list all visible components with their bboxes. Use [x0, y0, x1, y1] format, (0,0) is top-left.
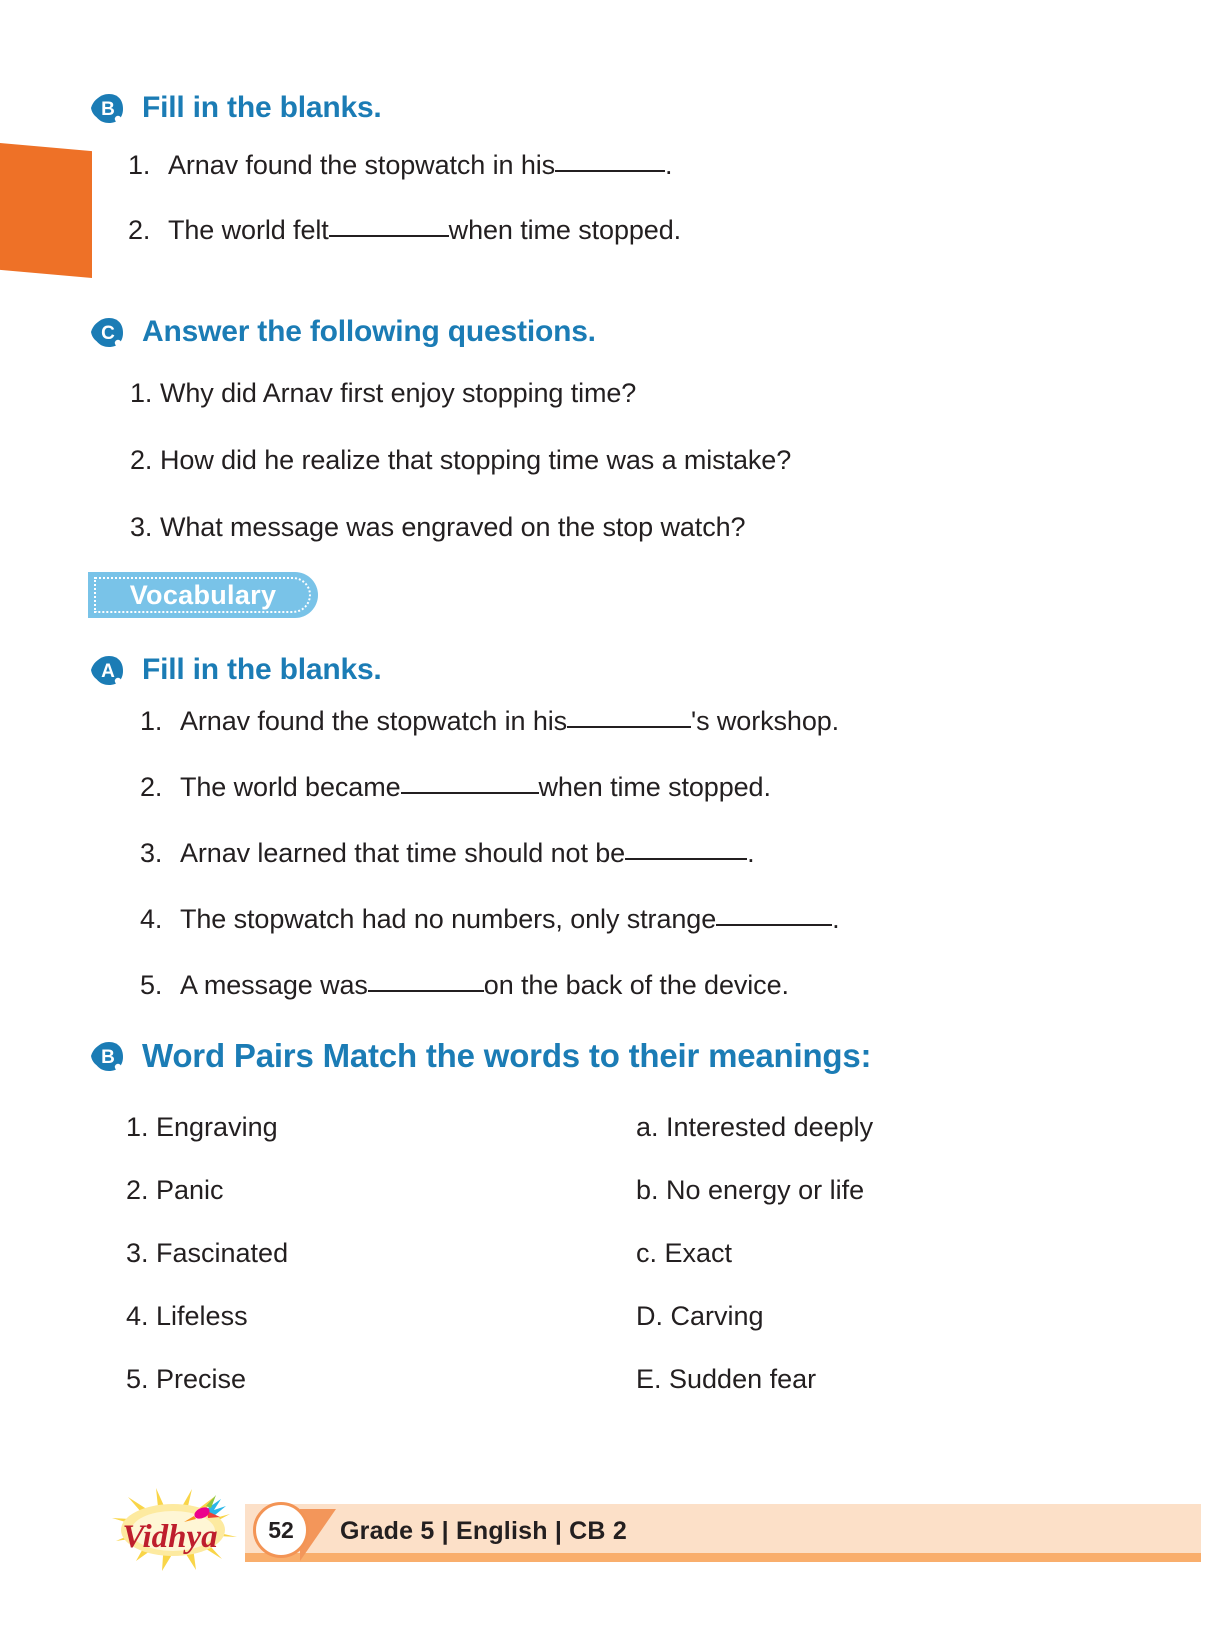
footer-bar-accent	[245, 1553, 1201, 1562]
vocabulary-section-pill	[88, 572, 318, 618]
answer-blank[interactable]	[567, 704, 691, 728]
question-number: 2.	[140, 772, 163, 802]
question-item	[140, 706, 840, 737]
vidhya-logo	[80, 1475, 265, 1573]
answer-blank[interactable]	[625, 836, 747, 860]
question-text: The world became	[180, 772, 401, 802]
question-text: What message was engraved on the stop watch?	[160, 512, 746, 542]
question-number: 5.	[140, 970, 163, 1000]
svg-text:C: C	[101, 323, 115, 344]
table-row	[126, 1112, 986, 1175]
question-number: 1.	[140, 706, 163, 736]
word-pair-term[interactable]: 5. Precise	[126, 1364, 247, 1394]
question-number: 4.	[140, 904, 163, 934]
question-text: The world felt	[168, 215, 329, 245]
word-pair-meaning[interactable]: D. Carving	[636, 1301, 764, 1331]
section-badge-a-icon	[88, 650, 128, 690]
table-row	[126, 1364, 986, 1427]
section-heading-vocab-a	[88, 650, 382, 690]
word-pair-term[interactable]: 3. Fascinated	[126, 1238, 289, 1268]
answer-blank[interactable]	[716, 902, 832, 926]
question-item	[140, 904, 840, 935]
table-row	[126, 1238, 986, 1301]
question-number: 2.	[128, 215, 151, 245]
answer-blank[interactable]	[329, 213, 449, 237]
question-text: Arnav found the stopwatch in his	[180, 706, 568, 736]
section-badge-b-icon	[88, 88, 128, 128]
question-text: The stopwatch had no numbers, only strange	[180, 904, 717, 934]
logo-wordmark: Vidhya	[122, 1519, 218, 1555]
question-text: A message was	[180, 970, 368, 1000]
word-pair-term[interactable]: 2. Panic	[126, 1175, 224, 1205]
question-item	[140, 772, 840, 803]
question-item	[130, 445, 791, 476]
section-badge-c-icon	[88, 312, 128, 352]
table-row	[126, 1175, 986, 1238]
section-heading-comprehension-b	[88, 88, 382, 128]
svg-text:A: A	[101, 661, 115, 682]
question-text: How did he realize that stopping time was a mistake?	[160, 445, 792, 475]
section-title-b: Fill in the blanks.	[142, 91, 382, 124]
section-badge-b2-icon	[88, 1036, 128, 1076]
question-number: 3.	[140, 838, 163, 868]
vocabulary-label: Vocabulary	[129, 579, 277, 610]
question-list-comprehension-b	[128, 150, 681, 246]
question-text-tail: .	[747, 838, 755, 868]
question-item	[130, 512, 791, 543]
question-item	[128, 215, 681, 246]
question-list-comprehension-c	[130, 378, 791, 543]
word-pair-meaning[interactable]: a. Interested deeply	[636, 1112, 874, 1142]
word-pair-term[interactable]: 1. Engraving	[126, 1112, 278, 1142]
page-number-badge: 52	[253, 1502, 309, 1558]
question-list-vocab-fill-blanks	[140, 706, 840, 1001]
question-number: 3.	[130, 512, 153, 542]
page-edge-tab	[0, 143, 92, 278]
question-item	[128, 150, 681, 181]
section-heading-word-pairs	[88, 1036, 871, 1076]
section-heading-comprehension-c	[88, 312, 596, 352]
question-number: 1.	[128, 150, 151, 180]
answer-blank[interactable]	[368, 968, 484, 992]
question-number: 2.	[130, 445, 153, 475]
footer-meta-text: Grade 5 | English | CB 2	[340, 1517, 627, 1545]
answer-blank[interactable]	[555, 148, 665, 172]
word-pairs-match-table	[126, 1112, 986, 1427]
question-text-tail: 's workshop.	[691, 706, 840, 736]
question-text-tail: .	[665, 150, 673, 180]
section-title-c: Answer the following questions.	[142, 315, 596, 348]
word-pair-meaning[interactable]: b. No energy or life	[636, 1175, 865, 1205]
page-footer	[0, 1465, 1223, 1575]
question-text-tail: when time stopped.	[538, 772, 771, 802]
svg-text:B: B	[101, 99, 115, 120]
question-text-tail: on the back of the device.	[483, 970, 789, 1000]
svg-text:B: B	[101, 1047, 115, 1068]
word-pair-meaning[interactable]: E. Sudden fear	[636, 1364, 817, 1394]
question-item	[140, 838, 840, 869]
question-item	[140, 970, 840, 1001]
question-text: Arnav learned that time should not be	[180, 838, 626, 868]
word-pair-term[interactable]: 4. Lifeless	[126, 1301, 248, 1331]
question-text: Why did Arnav first enjoy stopping time?	[160, 378, 637, 408]
table-row	[126, 1301, 986, 1364]
question-item	[130, 378, 791, 409]
section-title-word-pairs: Word Pairs Match the words to their meanings:	[142, 1037, 872, 1074]
question-text: Arnav found the stopwatch in his	[168, 150, 556, 180]
section-title-vocab-a: Fill in the blanks.	[142, 653, 382, 686]
question-text-tail: .	[832, 904, 840, 934]
word-pair-meaning[interactable]: c. Exact	[636, 1238, 733, 1268]
question-number: 1.	[130, 378, 153, 408]
answer-blank[interactable]	[401, 770, 539, 794]
question-text-tail: when time stopped.	[448, 215, 682, 245]
